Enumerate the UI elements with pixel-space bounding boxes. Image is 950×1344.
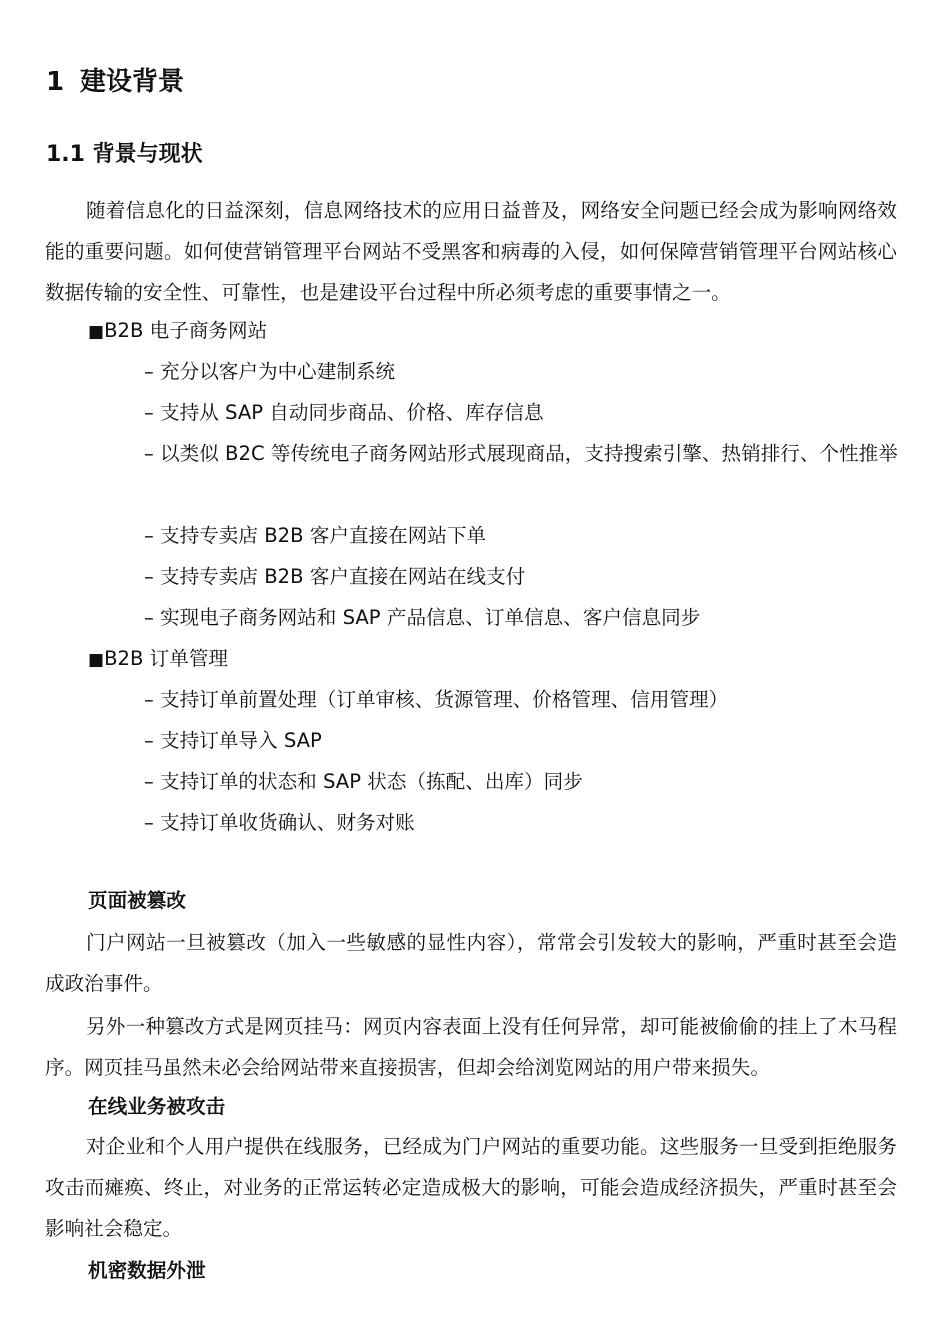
- list-item: – 实现电子商务网站和 SAP 产品信息、订单信息、客户信息同步: [144, 606, 701, 629]
- square-bullet-icon: ■: [88, 650, 105, 670]
- bullet-heading-b2b-order: [88, 638, 228, 681]
- subheading-leak: 机密数据外泄: [88, 1259, 206, 1282]
- heading-1: [46, 62, 184, 102]
- square-bullet-icon: ■: [88, 322, 105, 342]
- list-item: – 支持专卖店 B2B 客户直接在网站下单: [144, 524, 487, 547]
- list-item: – 支持专卖店 B2B 客户直接在网站在线支付: [144, 565, 526, 588]
- list-item: – 支持订单导入 SAP: [144, 729, 322, 752]
- tamper-paragraph-2: 另外一种篡改方式是网页挂马：网页内容表面上没有任何异常，却可能被偷偷的挂上了木马程序。网页挂马虽然未必会给网站带来直接损害，但却会给浏览网站的用户带来损失。: [45, 1015, 897, 1079]
- list-item: – 支持从 SAP 自动同步商品、价格、库存信息: [144, 401, 544, 424]
- bullet-heading-text: B2B 电子商务网站: [104, 319, 268, 342]
- subheading-attack: 在线业务被攻击: [88, 1095, 226, 1118]
- heading-1-number: 1: [46, 67, 65, 97]
- bullet-heading-text: B2B 订单管理: [104, 647, 229, 670]
- intro-paragraph: 随着信息化的日益深刻，信息网络技术的应用日益普及，网络安全问题已经会成为影响网络效能的重要问题。如何使营销管理平台网站不受黑客和病毒的入侵，如何保障营销管理平台网站核心数据传输的安全性、可靠性，也是建设平台过程中所必须考虑的重要事情之一。: [45, 199, 897, 304]
- heading-1-title: 建设背景: [80, 67, 185, 97]
- list-item: – 充分以客户为中心建制系统: [144, 360, 396, 383]
- subheading-tamper: 页面被篡改: [88, 889, 186, 912]
- bullet-heading-b2b-site: [88, 310, 267, 353]
- heading-2: 1.1 背景与现状: [46, 142, 203, 167]
- tamper-paragraph-1: 门户网站一旦被篡改（加入一些敏感的显性内容），常常会引发较大的影响，严重时甚至会造成政治事件。: [45, 931, 897, 995]
- attack-paragraph: 对企业和个人用户提供在线服务，已经成为门户网站的重要功能。这些服务一旦受到拒绝服务攻击而瘫痪、终止，对业务的正常运转必定造成极大的影响，可能会造成经济损失，严重时甚至会影响社会稳定。: [45, 1135, 897, 1240]
- list-item: – 以类似 B2C 等传统电子商务网站形式展现商品，支持搜索引擎、热销排行、个性推举: [144, 442, 898, 465]
- list-item: – 支持订单的状态和 SAP 状态（拣配、出库）同步: [144, 770, 583, 793]
- list-item: – 支持订单前置处理（订单审核、货源管理、价格管理、信用管理）: [144, 688, 729, 711]
- list-item: – 支持订单收货确认、财务对账: [144, 811, 415, 834]
